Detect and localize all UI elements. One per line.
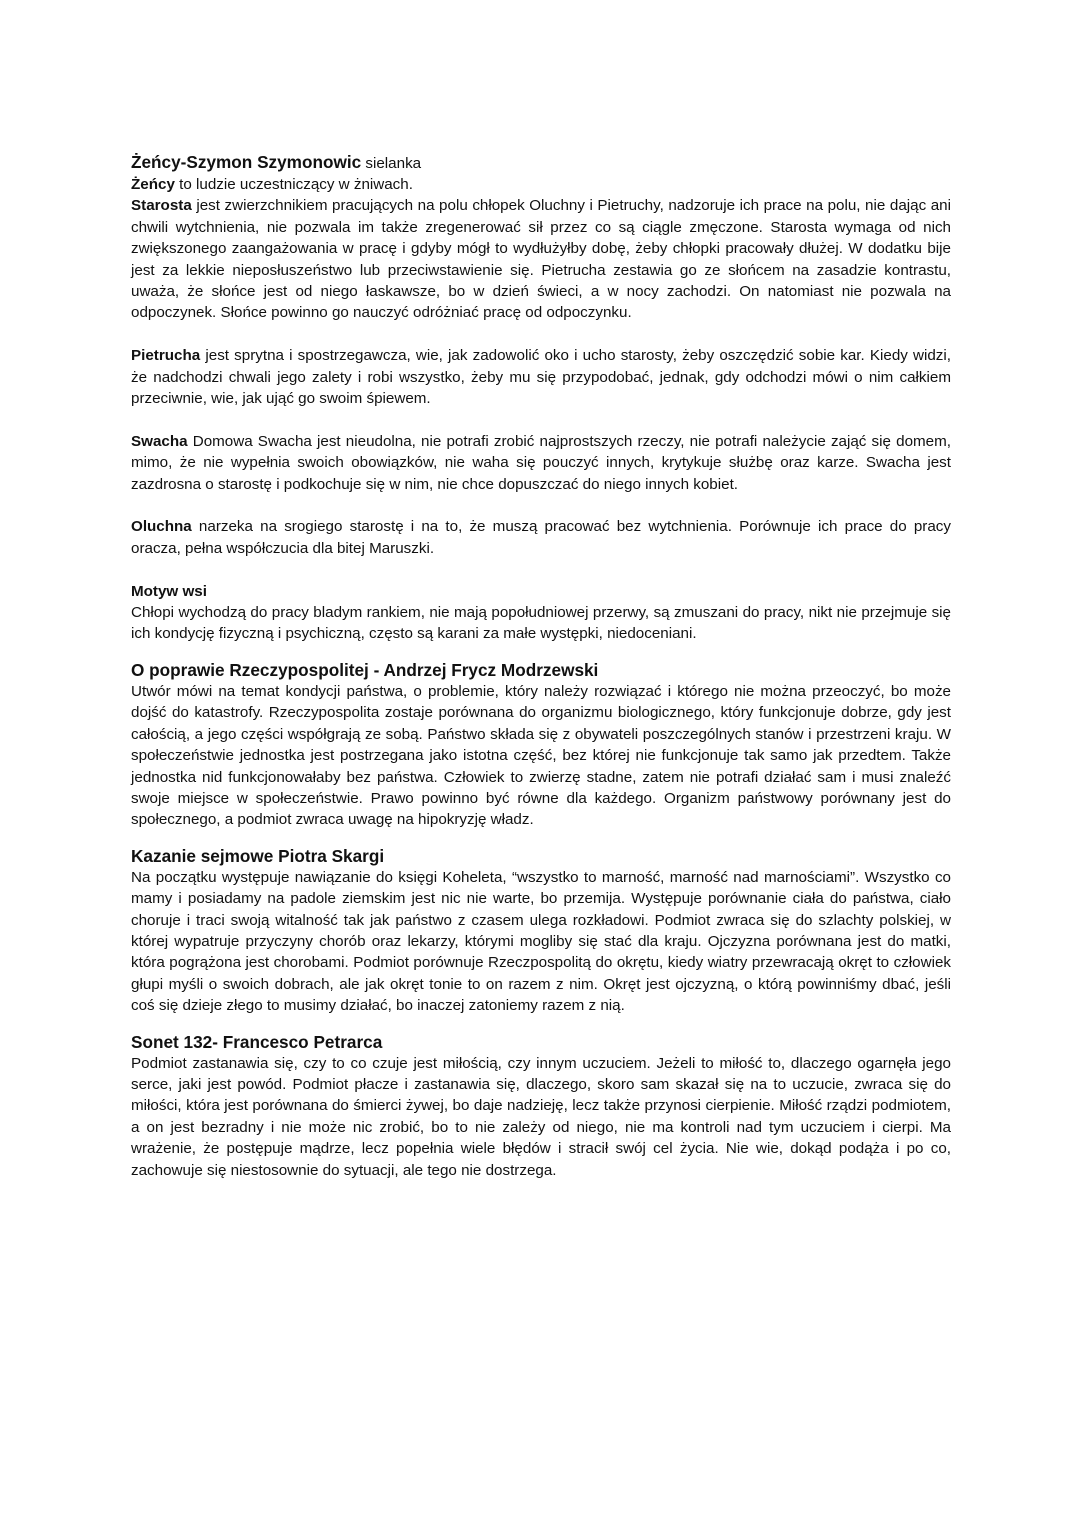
pietrucha-text: jest sprytna i spostrzegawcza, wie, jak zadowolić oko i ucho starosty, żeby oszczędzić sobie kar. Kiedy widzi, że nadchodzi chwali jego zalety i robi wszystko, żeby mu się przypodobać, jednak, gdy odchodzi mówi o nim całkiem przeciwnie, wie, jak ująć go swoim śpiewem. [131,347,951,408]
motive-text: Chłopi wychodzą do pracy bladym rankiem, nie mają popołudniowej przerwy, są zmuszani do pracy, nikt nie przejmuje się ich kondycję fizyczną i psychiczną, często są karani za małe występki, niedoceniani. [131,604,951,643]
spacer [131,324,951,345]
spacer [131,831,951,845]
swacha-name: Swacha [131,432,188,450]
swacha-text: Domowa Swacha jest nieudolna, nie potrafi zrobić najprostszych rzeczy, nie potrafi należycie zająć się domem, mimo, że nie wypełnia swoich obowiązków, nie waha się pouczyć innych, krytykuje służbę oraz karze. Swacha jest zazdrosna o starostę i podkochuje się w nim, nie chce dopuszczać do niego innych kobiet. [131,432,951,493]
oluchna-text: narzeka na srogiego starostę i na to, że muszą pracować bez wytchnienia. Porównuje ich prace do pracy oracza, pełna współczucia dla bitej Maruszki. [131,518,951,557]
petrarca-heading: Sonet 132- Francesco Petrarca [131,1031,383,1052]
spacer [131,495,951,516]
zency-definition-term: Żeńcy [131,176,175,193]
starosta-text: jest zwierzchnikiem pracujących na polu chłopek Oluchny i Pietruchy, nadzoruje ich prace na polu, nie dając ani chwili wytchnienia, nie pozwala im także zregenerować sił przez co są ciągle zmęczone. Starosta wymaga od nich zwiększonego zaangażowania w pracę i gdyby mógł to wydłużyłby dobę, żeby chłopki pracowały dłużej. W dodatku bije jest za lekkie nieposłuszeństwo lub przeciwstawienie się. Pietrucha zestawia go ze słońcem na zasadzie kontrastu, uważa, że słońce jest od niego łaskawsze, bo w dzień świeci, a w nocy zachodzi. On natomiast nie pozwala na odpoczynek. Słońce powinno go nauczyć odróżniać pracę od odpoczynku. [131,197,951,322]
zency-definition [131,174,951,195]
document-page [131,152,951,1181]
zency-definition-text: to ludzie uczestniczący w żniwach. [174,176,413,193]
oluchna-paragraph [131,516,951,559]
starosta-name: Starosta [131,197,192,215]
skarga-text: Na początku występuje nawiązanie do księgi Koheleta, “wszystko to marność, marność nad marnościami”. Wszystko co mamy i posiadamy na padole ziemskim jest nic nie warte, bo przemija. Występuje porównanie ciała do państwa, ciało choruje i traci swoją witalność tak jak państwo z czasem ulega rozkładowi. Podmiot zwraca się do szlachty polskiej, w której wypatruje przyczyny chorób oraz lekarzy, którymi mogliby się stać dla kraju. Ojczyzna porównana jest do matki, która pogrążona jest chorobami. Podmiot porównuje Rzeczpospolitą do okrętu, kiedy wiatry przewracają okręt to człowiek głupi myśli o swoich dobrach, ale jak okręt tonie to on razem z nim. Okręt jest ojczyzną, o którą powinniśmy dbać, jeśli coś się dzieje złego to musimy działać, bo inaczej zatoniemy razem z nią. [131,868,951,1015]
spacer [131,1017,951,1031]
motive-heading: Motyw wsi [131,582,207,600]
pietrucha-name: Pietrucha [131,347,201,365]
modrzewski-text: Utwór mówi na temat kondycji państwa, o problemie, który należy rozwiązać i którego nie można przeoczyć, bo może dojść do katastrofy. Rzeczypospolita zostaje porównana do organizmu biologicznego, który funkcjonuje dobrze, gdy jest całością, a jego części współgrają ze sobą. Państwo składa się z obywateli poszczególnych stanów i przestrzeni kraju. W społeczeństwie jednostka jest postrzegana jako istotna część, bez której nie funkcjonuje tak samo jak przedtem. Także jednostka nid funkcjonowałaby bez państwa. Człowiek to zwierzę stadne, zatem nie potrafi działać sam i musi znaleźć swoje miejsce w społeczeństwie. Prawo powinno być równe dla każdego. Organizm państwowy porównany jest do społecznego, a podmiot zwraca uwagę na hipokryzję władz. [131,682,951,829]
petrarca-text: Podmiot zastanawia się, czy to co czuje jest miłością, czy innym uczuciem. Jeżeli to miłość to, dlaczego ogarnęła jego serce, jaki jest powód. Podmiot płacze i zastanawia się, dlaczego, skoro sam skazał się na to uczucie, zwraca się do miłości, która jest porównana do śmierci żywej, bo daje nadzieję, lecz także przynosi cierpienie. Miłość rządzi podmiotem, a on jest bezradny i nie może nic zrobić, bo to nie zależy od niego, nie ma kontroli nad tym uczuciem i cierpi. Ma wrażenie, że postępuje mądrze, lecz popełnia wiele błędów i stracił swój cel życia. Nie wie, dokąd podąża i po co, zachowuje się niestosownie do sytuacji, ale tego nie dostrzega. [131,1054,951,1179]
zency-title-main: Żeńcy-Szymon Szymonowic [131,152,362,172]
pietrucha-paragraph [131,345,951,409]
spacer [131,409,951,430]
oluchna-name: Oluchna [131,518,192,536]
zency-title-genre: sielanka [361,155,422,172]
spacer [131,559,951,580]
modrzewski-heading: O poprawie Rzeczypospolitej - Andrzej Frycz Modrzewski [131,659,599,680]
starosta-paragraph [131,195,951,323]
swacha-paragraph [131,431,951,495]
zency-title [131,152,951,174]
skarga-heading: Kazanie sejmowe Piotra Skargi [131,845,385,866]
spacer [131,645,951,659]
